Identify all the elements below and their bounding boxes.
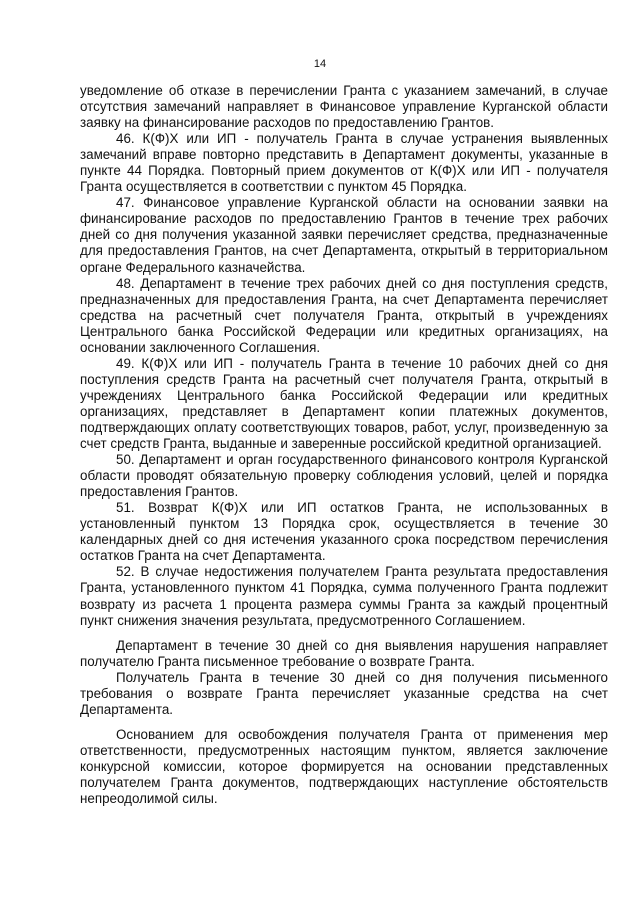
paragraph-52-refund: Получатель Гранта в течение 30 дней со дня получения письменного требования о возврате Гранта перечисляет указанные средства на счет Департамента. <box>80 669 608 717</box>
paragraph-49: 49. К(Ф)Х или ИП - получатель Гранта в течение 10 рабочих дней со дня поступления средств Гранта на расчетный счет получателя Гранта, открытый в учреждениях Центрального банка Российской Федерации или кредитных организациях, представляет в Департамент копии платежных документов, подтверждающих оплату соответствующих товаров, работ, услуг, произведенную за счет средств Гранта, выданные и заверенные российской кредитной организацией. <box>80 355 608 452</box>
paragraph-51: 51. Возврат К(Ф)Х или ИП остатков Гранта, не использованных в установленный пунктом 13 Порядка срок, осуществляется в течение 30 календарных дней со дня истечения указанного срока посредством перечисления остатков Гранта на счет Департамента. <box>80 500 608 564</box>
paragraph-47: 47. Финансовое управление Курганской области на основании заявки на финансирование расходов по предоставлению Грантов в течение трех рабочих дней со дня получения указанной заявки перечисляет средства, предназначенные для предоставления Грантов, на счет Департамента, открытый в территориальном органе Федерального казначейства. <box>80 195 608 275</box>
paragraph-continuation: уведомление об отказе в перечислении Гранта с указанием замечаний, в случае отсутствия замечаний направляет в Финансовое управление Курганской области заявку на финансирование расходов по предоставлению Грантов. <box>80 83 608 131</box>
paragraph-50: 50. Департамент и орган государственного финансового контроля Курганской области проводят обязательную проверку соблюдения условий, целей и порядка предоставления Грантов. <box>80 452 608 500</box>
page-number: 14 <box>313 58 327 70</box>
paragraph-52: 52. В случае недостижения получателем Гранта результата предоставления Гранта, установленного пунктом 41 Порядка, сумма полученного Гранта подлежит возврату из расчета 1 процента размера суммы Гранта за каждый процентный пункт снижения значения результата, предусмотренного Соглашением. <box>80 564 608 628</box>
paragraph-46: 46. К(Ф)Х или ИП - получатель Гранта в случае устранения выявленных замечаний вправе повторно представить в Департамент документы, указанные в пункте 44 Порядка. Повторный прием документов от К(Ф)Х или ИП - получателя Гранта осуществляется в соответствии с пунктом 45 Порядка. <box>80 131 608 195</box>
document-body <box>80 83 608 807</box>
paragraph-52-notice: Департамент в течение 30 дней со дня выявления нарушения направляет получателю Гранта письменное требование о возврате Гранта. <box>80 637 608 669</box>
paragraph-52-force-majeure: Основанием для освобождения получателя Гранта от применения мер ответственности, предусмотренных настоящим пунктом, является заключение конкурсной комиссии, которое формируется на основании представленных получателем Гранта документов, подтверждающих наступление обстоятельств непреодолимой силы. <box>80 726 608 807</box>
paragraph-48: 48. Департамент в течение трех рабочих дней со дня поступления средств, предназначенных для предоставления Гранта, на счет Департамента перечисляет средства на расчетный счет получателя Гранта, открытый в учреждениях Центрального банка Российской Федерации или кредитных организациях, на основании заключенного Соглашения. <box>80 275 608 355</box>
